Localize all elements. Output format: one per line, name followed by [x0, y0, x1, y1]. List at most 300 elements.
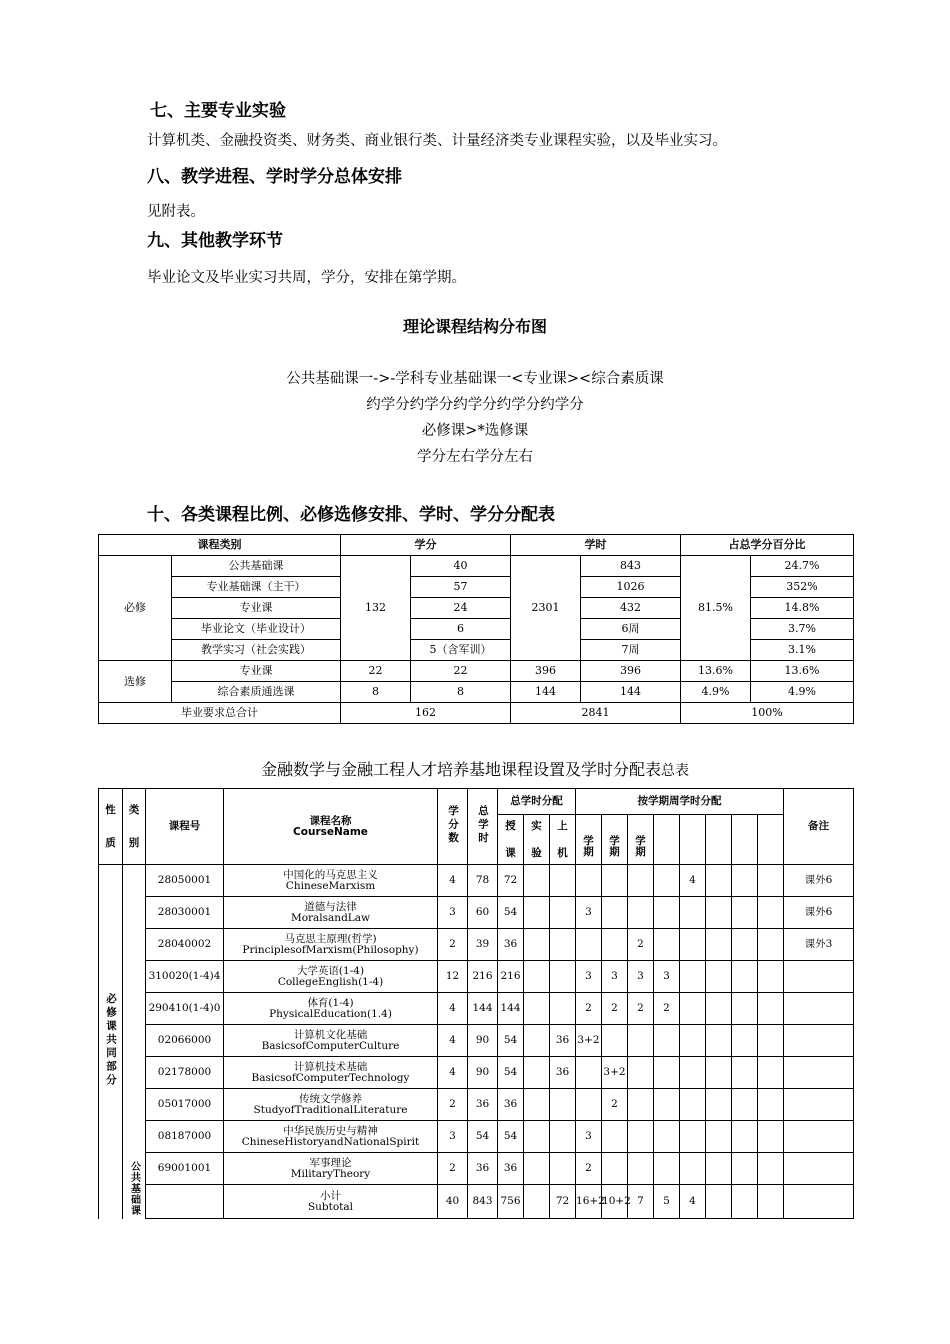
header-nature-1: 性	[105, 803, 116, 816]
course-code: 28040002	[146, 929, 224, 961]
course-name	[224, 993, 438, 1025]
semester-hours: 10+2	[602, 1185, 628, 1219]
semester-hours: 3+2	[576, 1025, 602, 1057]
header-type-2: 别	[128, 836, 140, 849]
header-total-hours	[468, 789, 498, 865]
elective-label: 选修	[99, 661, 172, 703]
table-row	[99, 556, 854, 577]
course-total-hours: 144	[468, 993, 498, 1025]
percent-value: 13.6%	[751, 661, 854, 682]
course-code: 08187000	[146, 1121, 224, 1153]
course-machine-hours: 36	[550, 1057, 576, 1089]
credit-value: 22	[341, 661, 411, 682]
semester-hours: 2	[654, 993, 680, 1025]
table-row	[99, 682, 854, 703]
semester-hours	[680, 1089, 706, 1121]
section-10-title: 十、各类课程比例、必修选修安排、学时、学分分配表	[147, 505, 555, 525]
header-remark: 备注	[784, 789, 854, 865]
table-row-subtotal	[99, 1185, 854, 1219]
table-row	[99, 661, 854, 682]
semester-hours	[680, 897, 706, 929]
course-lecture-hours: 54	[498, 1121, 524, 1153]
course-lab-hours	[524, 1185, 550, 1219]
course-name-en: BasicsofComputerTechnology	[251, 1071, 410, 1084]
course-credits: 2	[438, 1089, 468, 1121]
course-lecture-hours: 72	[498, 865, 524, 897]
course-name-en: MilitaryTheory	[290, 1167, 371, 1180]
course-remark	[784, 961, 854, 993]
course-lab-hours	[524, 1025, 550, 1057]
semester-hours	[654, 1025, 680, 1057]
course-code: 05017000	[146, 1089, 224, 1121]
course-lecture-hours: 54	[498, 897, 524, 929]
header-code: 课程号	[146, 789, 224, 865]
semester-hours	[628, 1025, 654, 1057]
semester-hours	[758, 1057, 784, 1089]
hour-value: 7周	[581, 640, 681, 661]
table-row	[99, 993, 854, 1025]
course-total-hours: 54	[468, 1121, 498, 1153]
semester-hours	[602, 1153, 628, 1185]
course-name	[224, 865, 438, 897]
header-lecture-2: 课	[505, 846, 516, 859]
credit-distribution-table	[98, 534, 854, 724]
section-7-title: 七、主要专业实验	[150, 101, 286, 121]
table-row-total	[99, 703, 854, 724]
semester-hours	[602, 865, 628, 897]
course-code: 69001001	[146, 1153, 224, 1185]
course-name-en: PhysicalEducation(1.4)	[269, 1007, 392, 1020]
header-category: 课程类别	[99, 535, 341, 556]
semester-hours	[732, 1025, 758, 1057]
course-credits: 4	[438, 1025, 468, 1057]
semester-hours	[732, 961, 758, 993]
semester-hours: 7	[628, 1185, 654, 1219]
course-total-hours: 90	[468, 1057, 498, 1089]
course-name-cn: 计算机技术基础	[293, 1060, 368, 1073]
hour-value: 144	[511, 682, 581, 703]
semester-hours	[758, 1153, 784, 1185]
section-8-text: 见附表。	[147, 204, 205, 220]
table-row	[99, 865, 854, 897]
course-remark	[784, 1153, 854, 1185]
percent-value: 3.1%	[751, 640, 854, 661]
course-code: 310020(1-4)4	[146, 961, 224, 993]
course-lecture-hours: 54	[498, 1057, 524, 1089]
semester-hours	[706, 1089, 732, 1121]
total-credits: 162	[341, 703, 511, 724]
required-percent-total: 81.5%	[681, 556, 751, 661]
header-type-1: 类	[128, 803, 140, 816]
semester-hours	[758, 1185, 784, 1219]
course-remark: 课外6	[784, 897, 854, 929]
semester-hours	[758, 929, 784, 961]
header-type	[123, 789, 146, 865]
semester-hours	[758, 961, 784, 993]
course-name	[224, 1185, 438, 1219]
course-total-hours: 36	[468, 1153, 498, 1185]
course-machine-hours	[550, 993, 576, 1025]
semester-hours	[706, 1121, 732, 1153]
course-machine-hours	[550, 865, 576, 897]
semester-hours	[654, 929, 680, 961]
required-label: 必修	[99, 556, 172, 661]
header-lecture	[498, 815, 524, 865]
semester-hours	[628, 865, 654, 897]
course-credits: 4	[438, 865, 468, 897]
course-type: 专业基础课（主干）	[172, 577, 341, 598]
course-total-hours: 843	[468, 1185, 498, 1219]
hour-value: 843	[581, 556, 681, 577]
semester-hours	[758, 1089, 784, 1121]
course-machine-hours: 36	[550, 1025, 576, 1057]
table-row	[99, 1121, 854, 1153]
course-type: 毕业论文（毕业设计）	[172, 619, 341, 640]
course-table-title-main: 金融数学与金融工程人才培养基地课程设置及学时分配表	[260, 760, 661, 779]
semester-hours	[706, 1025, 732, 1057]
course-credits: 40	[438, 1185, 468, 1219]
course-type: 公共基础课	[172, 556, 341, 577]
course-remark: 课外3	[784, 929, 854, 961]
course-remark	[784, 1185, 854, 1219]
semester-hours: 3	[576, 897, 602, 929]
total-percent: 100%	[681, 703, 854, 724]
semester-hours	[732, 929, 758, 961]
course-credits: 3	[438, 897, 468, 929]
header-credits: 学分	[341, 535, 511, 556]
semester-hours	[706, 929, 732, 961]
course-code: 28030001	[146, 897, 224, 929]
structure-line-4: 学分左右学分左右	[417, 449, 533, 465]
course-name-cn: 体育(1-4)	[307, 996, 354, 1009]
hour-value: 6周	[581, 619, 681, 640]
header-credits	[438, 789, 468, 865]
header-semester	[628, 815, 654, 865]
percent-value: 13.6%	[681, 661, 751, 682]
table-row	[99, 1025, 854, 1057]
table-row	[99, 929, 854, 961]
course-name	[224, 1089, 438, 1121]
course-code: 290410(1-4)0	[146, 993, 224, 1025]
table-row	[99, 961, 854, 993]
semester-hours: 3	[628, 961, 654, 993]
course-lecture-hours: 54	[498, 1025, 524, 1057]
header-course-name	[224, 789, 438, 865]
semester-hours: 3+2	[602, 1057, 628, 1089]
structure-line-1: 公共基础课一->-学科专业基础课一<专业课><综合素质课	[286, 371, 664, 387]
semester-hours	[654, 865, 680, 897]
course-name-cn: 计算机文化基础	[293, 1028, 368, 1041]
percent-value: 4.9%	[751, 682, 854, 703]
course-table-title	[0, 757, 950, 780]
course-name-en: PrinciplesofMarxism(Philosophy)	[242, 943, 419, 956]
course-lecture-hours: 36	[498, 1153, 524, 1185]
semester-hours	[654, 1089, 680, 1121]
course-name-en: CollegeEnglish(1-4)	[277, 975, 384, 988]
header-sem-2: 期	[609, 845, 620, 858]
course-name-en: ChineseHistoryandNationalSpirit	[241, 1135, 420, 1148]
semester-hours	[602, 1025, 628, 1057]
credit-value: 57	[411, 577, 511, 598]
course-lab-hours	[524, 961, 550, 993]
course-name-cn: 小计	[320, 1189, 341, 1202]
course-code: 02178000	[146, 1057, 224, 1089]
credit-value: 24	[411, 598, 511, 619]
semester-hours	[732, 1153, 758, 1185]
header-sem-1: 学	[609, 834, 620, 847]
structure-title: 理论课程结构分布图	[402, 317, 547, 336]
semester-hours	[732, 897, 758, 929]
semester-hours	[654, 1153, 680, 1185]
course-name-cn: 大学英语(1-4)	[296, 964, 365, 977]
course-lab-hours	[524, 1057, 550, 1089]
header-lab-2: 验	[531, 846, 542, 859]
course-remark: 课外6	[784, 865, 854, 897]
header-nature-2: 质	[105, 836, 116, 849]
semester-hours: 2	[602, 1089, 628, 1121]
course-lecture-hours: 756	[498, 1185, 524, 1219]
semester-hours	[602, 897, 628, 929]
header-name-cn: 课程名称	[309, 814, 352, 827]
course-code: 28050001	[146, 865, 224, 897]
course-type: 专业课	[172, 661, 341, 682]
semester-hours	[732, 1121, 758, 1153]
course-lab-hours	[524, 1121, 550, 1153]
type-cell	[123, 865, 146, 1219]
header-sem-1: 学	[583, 834, 594, 847]
course-name-cn: 传统文学修养	[299, 1092, 362, 1105]
semester-hours	[680, 1025, 706, 1057]
semester-hours	[758, 897, 784, 929]
semester-hours	[654, 1121, 680, 1153]
semester-hours: 2	[576, 1153, 602, 1185]
course-schedule-table	[98, 788, 854, 1219]
percent-value: 352%	[751, 577, 854, 598]
header-lecture-1: 授	[505, 819, 516, 832]
course-machine-hours	[550, 1153, 576, 1185]
course-total-hours: 216	[468, 961, 498, 993]
course-type: 教学实习（社会实践）	[172, 640, 341, 661]
semester-hours	[732, 1057, 758, 1089]
type-label: 公共基础课	[128, 1160, 140, 1216]
semester-hours: 16+2	[576, 1185, 602, 1219]
credit-value: 22	[411, 661, 511, 682]
semester-hours: 2	[576, 993, 602, 1025]
semester-hours: 3	[602, 961, 628, 993]
credit-value: 5（含军训）	[411, 640, 511, 661]
header-lab-1: 实	[531, 819, 542, 832]
course-name-en: ChineseMarxism	[285, 879, 376, 892]
percent-value: 14.8%	[751, 598, 854, 619]
hour-value: 396	[581, 661, 681, 682]
semester-hours	[732, 1089, 758, 1121]
course-machine-hours	[550, 961, 576, 993]
semester-hours	[628, 897, 654, 929]
semester-hours	[732, 993, 758, 1025]
header-semester	[602, 815, 628, 865]
hour-value: 144	[581, 682, 681, 703]
section-7-text: 计算机类、金融投资类、财务类、商业银行类、计量经济类专业课程实验，以及毕业实习。	[147, 133, 727, 149]
semester-hours	[654, 1057, 680, 1089]
header-total-hours-text: 总学时	[477, 804, 489, 846]
credit-value: 8	[411, 682, 511, 703]
total-hours: 2841	[511, 703, 681, 724]
course-name	[224, 1025, 438, 1057]
course-total-hours: 78	[468, 865, 498, 897]
course-name	[224, 929, 438, 961]
course-type: 综合素质通选课	[172, 682, 341, 703]
semester-hours: 4	[680, 865, 706, 897]
course-name	[224, 1121, 438, 1153]
course-machine-hours	[550, 1121, 576, 1153]
course-name-en: MoralsandLaw	[290, 911, 371, 924]
semester-hours	[628, 1089, 654, 1121]
course-type: 专业课	[172, 598, 341, 619]
section-9-title: 九、其他教学环节	[147, 231, 283, 251]
semester-hours	[680, 1153, 706, 1185]
header-semester-alloc: 按学期周学时分配	[576, 789, 784, 815]
course-remark	[784, 993, 854, 1025]
credit-value: 40	[411, 556, 511, 577]
course-name-cn: 军事理论	[309, 1156, 352, 1169]
semester-hours	[680, 961, 706, 993]
course-machine-hours	[550, 897, 576, 929]
header-semester-empty	[758, 815, 784, 865]
course-credits: 4	[438, 1057, 468, 1089]
course-name-en: StudyofTraditionalLiterature	[253, 1103, 408, 1116]
semester-hours: 3	[576, 961, 602, 993]
semester-hours	[680, 993, 706, 1025]
credit-value: 8	[341, 682, 411, 703]
percent-value: 3.7%	[751, 619, 854, 640]
header-lab	[524, 815, 550, 865]
course-name	[224, 1057, 438, 1089]
header-semester	[576, 815, 602, 865]
hour-value: 432	[581, 598, 681, 619]
header-semester-empty	[732, 815, 758, 865]
semester-hours: 3	[576, 1121, 602, 1153]
course-lecture-hours: 216	[498, 961, 524, 993]
semester-hours: 5	[654, 1185, 680, 1219]
header-nature	[99, 789, 123, 865]
semester-hours: 2	[602, 993, 628, 1025]
header-sem-1: 学	[635, 834, 646, 847]
semester-hours	[706, 993, 732, 1025]
course-name-cn: 马克思主原理(哲学)	[284, 932, 377, 945]
percent-value: 4.9%	[681, 682, 751, 703]
section-9-text: 毕业论文及毕业实习共周，学分，安排在第学期。	[147, 270, 466, 286]
course-lab-hours	[524, 1089, 550, 1121]
course-name-cn: 道德与法律	[304, 900, 357, 913]
header-name-en: CourseName	[293, 825, 368, 838]
course-lecture-hours: 144	[498, 993, 524, 1025]
semester-hours	[706, 1057, 732, 1089]
course-total-hours: 60	[468, 897, 498, 929]
semester-hours	[732, 865, 758, 897]
course-table-title-suffix: 总表	[661, 763, 689, 779]
course-name	[224, 897, 438, 929]
header-semester-empty	[706, 815, 732, 865]
total-label: 毕业要求总合计	[99, 703, 341, 724]
semester-hours	[706, 865, 732, 897]
semester-hours: 4	[680, 1185, 706, 1219]
semester-hours	[758, 865, 784, 897]
semester-hours	[628, 1057, 654, 1089]
semester-hours	[732, 1185, 758, 1219]
course-lab-hours	[524, 929, 550, 961]
header-machine-2: 机	[557, 846, 568, 859]
course-total-hours: 90	[468, 1025, 498, 1057]
course-lecture-hours: 36	[498, 929, 524, 961]
header-semester-empty	[680, 815, 706, 865]
course-credits: 4	[438, 993, 468, 1025]
course-name	[224, 961, 438, 993]
semester-hours: 3	[654, 961, 680, 993]
structure-line-3: 必修课>*选修课	[421, 423, 529, 439]
course-code: 02066000	[146, 1025, 224, 1057]
semester-hours	[628, 1153, 654, 1185]
course-remark	[784, 1025, 854, 1057]
percent-value: 24.7%	[751, 556, 854, 577]
semester-hours	[706, 1153, 732, 1185]
course-credits: 2	[438, 929, 468, 961]
semester-hours	[602, 1121, 628, 1153]
structure-line-2: 约学分约学分约学分约学分约学分	[366, 397, 584, 413]
course-lab-hours	[524, 1153, 550, 1185]
semester-hours	[602, 929, 628, 961]
course-code	[146, 1185, 224, 1219]
course-name-en: Subtotal	[307, 1200, 354, 1213]
semester-hours	[654, 897, 680, 929]
semester-hours	[706, 1185, 732, 1219]
semester-hours	[576, 1089, 602, 1121]
semester-hours	[680, 929, 706, 961]
semester-hours	[576, 929, 602, 961]
required-credit-total: 132	[341, 556, 411, 661]
course-credits: 2	[438, 1153, 468, 1185]
header-percent: 占总学分百分比	[681, 535, 854, 556]
semester-hours	[758, 993, 784, 1025]
course-lab-hours	[524, 993, 550, 1025]
course-total-hours: 39	[468, 929, 498, 961]
course-lab-hours	[524, 865, 550, 897]
semester-hours: 2	[628, 993, 654, 1025]
semester-hours	[758, 1025, 784, 1057]
header-sem-2: 期	[583, 845, 594, 858]
course-credits: 3	[438, 1121, 468, 1153]
course-lab-hours	[524, 897, 550, 929]
semester-hours	[706, 961, 732, 993]
semester-hours: 2	[628, 929, 654, 961]
section-8-title: 八、教学进程、学时学分总体安排	[147, 167, 402, 187]
course-name-en: BasicsofComputerCulture	[261, 1039, 400, 1052]
course-remark	[784, 1057, 854, 1089]
table-row	[99, 897, 854, 929]
header-hours: 学时	[511, 535, 681, 556]
course-credits: 12	[438, 961, 468, 993]
credit-value: 6	[411, 619, 511, 640]
table-row	[99, 1057, 854, 1089]
table-row	[99, 1153, 854, 1185]
course-total-hours: 36	[468, 1089, 498, 1121]
required-hour-total: 2301	[511, 556, 581, 661]
header-machine-1: 上	[557, 819, 568, 832]
course-name	[224, 1153, 438, 1185]
table-row	[99, 1089, 854, 1121]
header-credits-text: 学分数	[447, 804, 459, 846]
header-sem-2: 期	[635, 845, 646, 858]
semester-hours	[680, 1121, 706, 1153]
